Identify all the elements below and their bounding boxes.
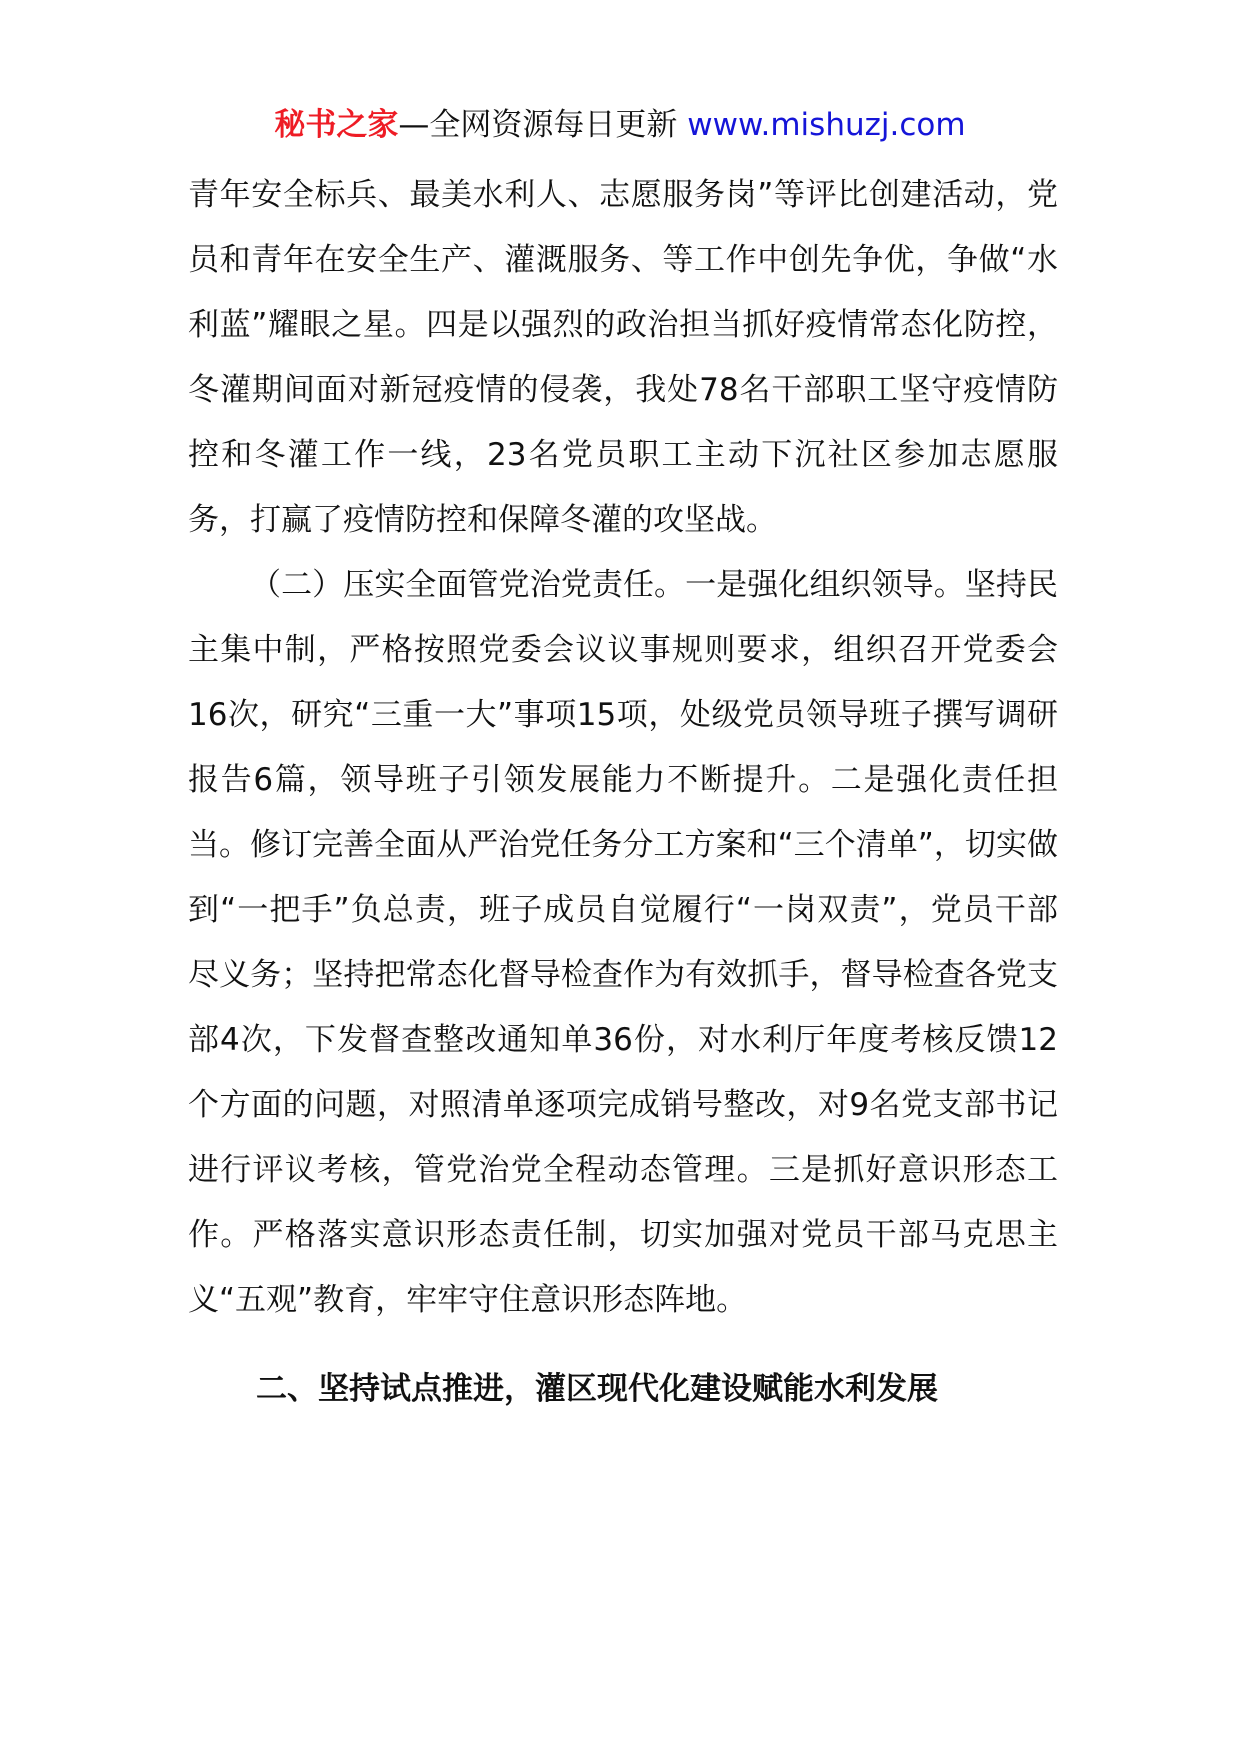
document-body	[188, 163, 1058, 1422]
body-paragraph: （二）压实全面管党治党责任。一是强化组织领导。坚持民主集中制，严格按照党委会议议事规则要求，组织召开党委会16次，研究“三重一大”事项15项，处级党员领导班子撰写调研报告6篇，领导班子引领发展能力不断提升。二是强化责任担当。修订完善全面从严治党任务分工方案和“三个清单”，切实做到“一把手”负总责，班子成员自觉履行“一岗双责”，党员干部尽义务；坚持把常态化督导检查作为有效抓手，督导检查各党支部4次，下发督查整改通知单36份，对水利厅年度考核反馈12个方面的问题，对照清单逐项完成销号整改，对9名党支部书记进行评议考核，管党治党全程动态管理。三是抓好意识形态工作。严格落实意识形态责任制，切实加强对党员干部马克思主义“五观”教育，牢牢守住意识形态阵地。	[188, 567, 1058, 1318]
body-paragraph: 青年安全标兵、最美水利人、志愿服务岗”等评比创建活动，党员和青年在安全生产、灌溉服务、等工作中创先争优，争做“水利蓝”耀眼之星。四是以强烈的政治担当抓好疫情常态化防控，冬灌期间面对新冠疫情的侵袭，我处78名干部职工坚守疫情防控和冬灌工作一线，23名党员职工主动下沉社区参加志愿服务，打赢了疫情防控和保障冬灌的攻坚战。	[188, 177, 1058, 538]
brand-name: 秘书之家	[274, 107, 399, 143]
section-heading: 二、坚持试点推进，灌区现代化建设赋能水利发展	[256, 1371, 938, 1407]
site-url[interactable]: www.mishuzj.com	[687, 107, 966, 143]
header-slogan: —全网资源每日更新	[398, 107, 688, 143]
page-header	[0, 103, 1240, 147]
